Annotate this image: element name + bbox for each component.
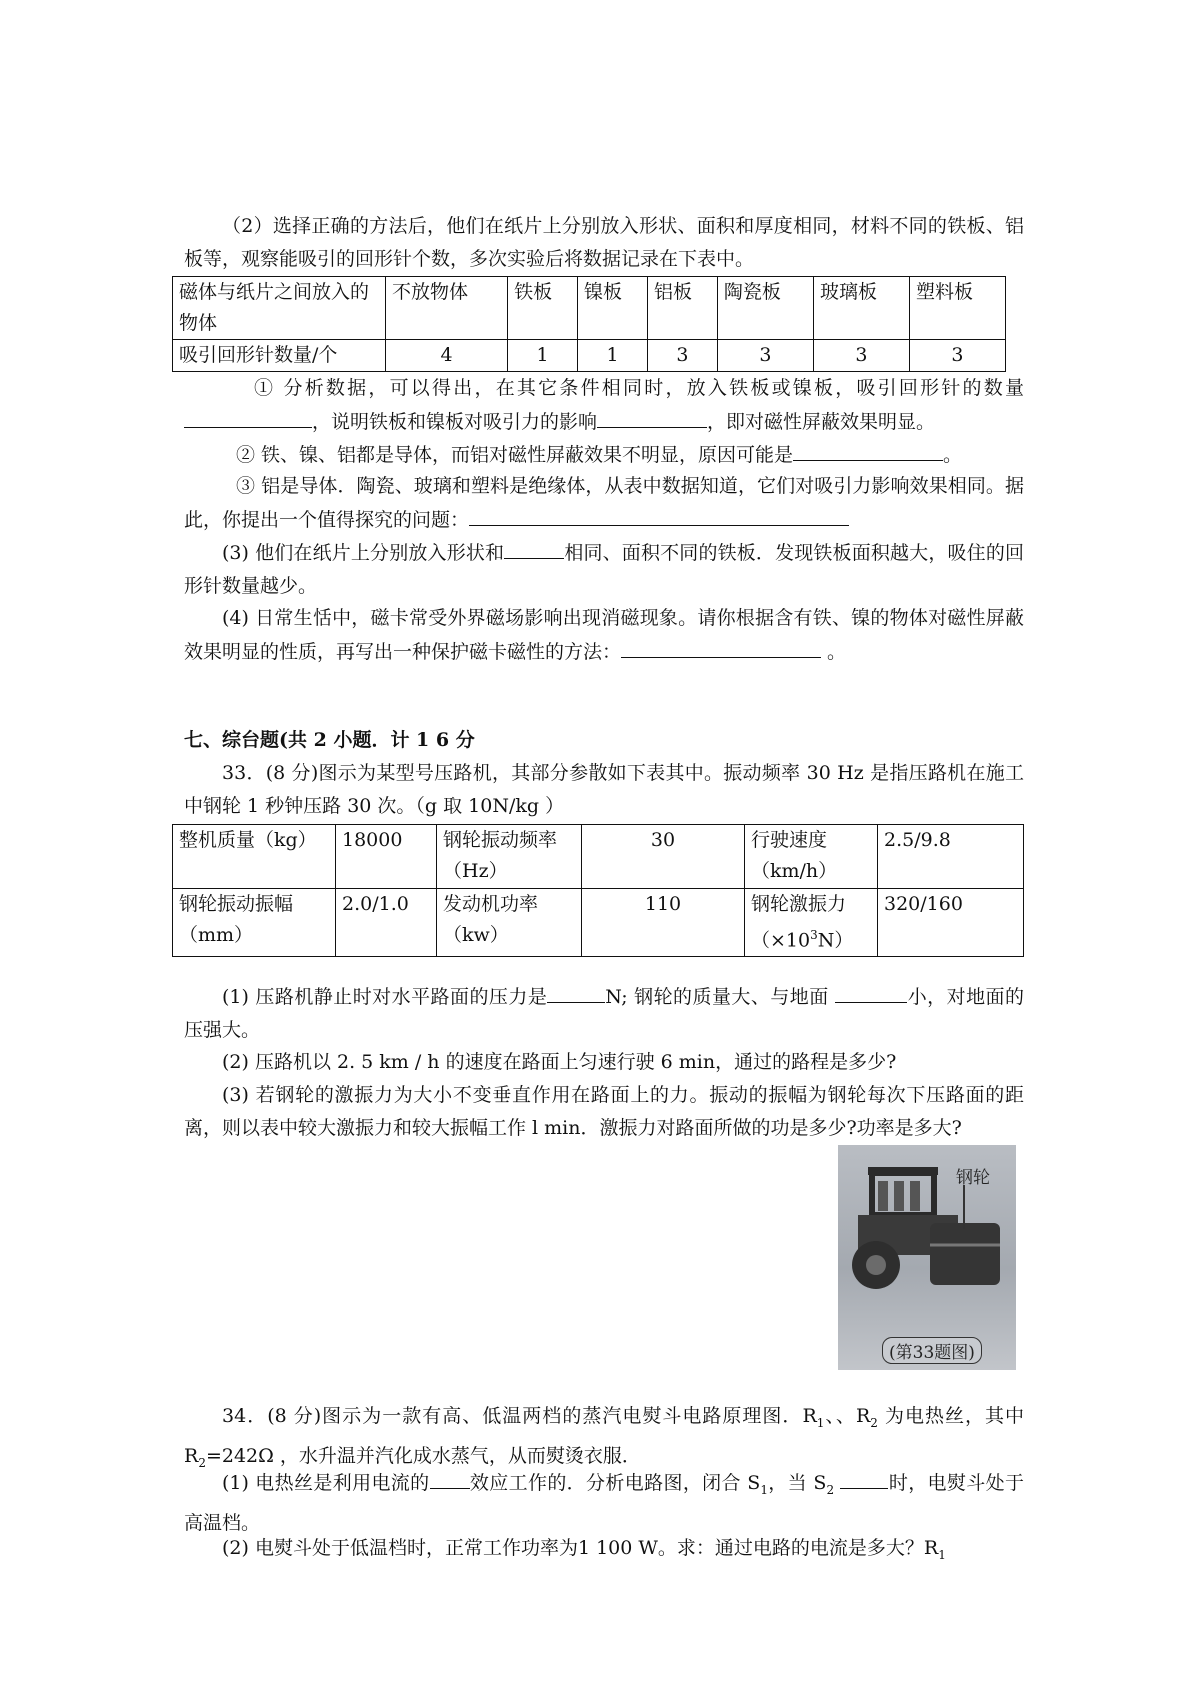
table-cell: 1 [508,340,578,372]
table-header-cell: 玻璃板 [813,277,909,340]
q33-intro: 33．(8 分)图示为某型号压路机，其部分参散如下表其中。振动频率 30 Hz 是指压路机在施工中钢轮 1 秒钟压路 30 次。（g 取 10N/kg ） [184,762,1024,817]
answer-blank[interactable] [504,536,564,559]
table-cell: 320/160 [878,889,1024,957]
table-cell: 2.0/1.0 [336,889,437,957]
table-cell: 3 [647,340,717,372]
photo-wheel-label: 钢轮 [956,1168,990,1188]
table-cell: 1 [578,340,648,372]
answer-blank[interactable] [184,405,312,428]
table-row [173,825,1024,889]
table-cell: 2.5/9.8 [878,825,1024,889]
magnet-table [172,276,1006,372]
table-header-cell: 铝板 [647,277,717,340]
table-header-label: 磁体与纸片之间放入的物体 [173,277,386,340]
answer-blank[interactable] [793,438,943,461]
table-header-cell: 镍板 [578,277,648,340]
section-heading: 七、综台题(共 2 小题．计 1 6 分 [184,729,475,751]
table-cell: 钢轮振动频率（Hz） [437,825,582,889]
q2-subquestion-3: ③ 铝是导体．陶瓷、玻璃和塑料是绝缘体，从表中数据知道，它们对吸引力影响效果相同。据此，你提出一个值得探究的问题： [184,475,1024,531]
answer-blank[interactable] [547,980,605,1003]
q33-part-2: (2) 压路机以 2. 5 km / h 的速度在路面上匀速行驶 6 min，通过的路程是多少? [222,1051,897,1073]
q34-part-1: (1) 电热丝是利用电流的 效应工作的．分析电路图，闭合 $S_1$，当 $S_2$ 时，电熨斗处于高温档。 [184,1466,1024,1540]
table-cell: 3 [909,340,1005,372]
answer-blank[interactable] [835,980,907,1003]
q4-question: (4) 日常生恬中，磁卡常受外界磁场影响出现消磁现象。请你根据含有铁、镍的物体对磁性屏蔽效果明显的性质，再写出一种保护磁卡磁性的方法： 。 [184,607,1024,663]
photo-caption: (第33题图) [882,1337,982,1364]
table-cell: 110 [582,889,745,957]
q2-intro: （2）选择正确的方法后，他们在纸片上分别放入形状、面积和厚度相同，材料不同的铁板、铝板等，观察能吸引的回形针个数，多次实验后将数据记录在下表中。 [184,215,1024,270]
answer-blank[interactable] [840,1466,888,1489]
answer-blank[interactable] [621,635,821,658]
table-header-cell: 塑料板 [909,277,1005,340]
table-cell: 发动机功率（kw） [437,889,582,957]
table-header-cell: 铁板 [508,277,578,340]
q3-question: (3) 他们在纸片上分别放入形状和 相同、面积不同的铁板．发现铁板面积越大，吸住的回形针数量越少。 [184,536,1024,603]
table-row-label: 吸引回形针数量/个 [173,340,386,372]
table-cell: 4 [386,340,508,372]
table-row [173,277,1006,340]
table-cell: 钢轮振动振幅（mm） [173,889,336,957]
table-row [173,889,1024,957]
table-cell: 3 [813,340,909,372]
table-cell: 行驶速度（km/h） [745,825,878,889]
table-cell: 18000 [336,825,437,889]
q2-subquestion-1: ① 分析数据，可以得出，在其它条件相同时，放入铁板或镍板，吸引回形针的数量，说明铁板和镍板对吸引力的影响 ，即对磁性屏蔽效果明显。 [184,372,1024,439]
table-cell: 整机质量（kg） [173,825,336,889]
table-cell: 钢轮激振力 $(\times 10^3N)$ [745,889,878,957]
q34-part-2: (2) 电熨斗处于低温档时，正常工作功率为1 100 W。求：通过电路的电流是多大？$R_1$ [222,1537,946,1562]
q34-intro: 34．(8 分)图示为一款有高、低温两档的蒸汽电熨斗电路原理图．$R_1$、、$R_2$ 为电热丝，其中 $R_2=242\Omega$ ，水升温并汽化成水蒸气，从而熨烫衣服． [184,1405,1025,1470]
table-row [173,340,1006,372]
table-header-cell: 不放物体 [386,277,508,340]
answer-blank[interactable] [469,503,849,526]
q33-part-3: (3) 若钢轮的激振力为大小不变垂直作用在路面上的力。振动的振幅为钢轮每次下压路面的距离，则以表中较大激振力和较大振幅工作 l min．激振力对路面所做的功是多少?功率是多大? [184,1084,1024,1139]
answer-blank[interactable] [430,1466,470,1489]
table-header-cell: 陶瓷板 [717,277,813,340]
q2-subquestion-2: ② 铁、镍、铝都是导体，而铝对磁性屏蔽效果不明显，原因可能是 。 [184,438,1024,472]
roller-spec-table [172,824,1024,957]
q33-part-1: (1) 压路机静止时对水平路面的压力是 N; 钢轮的质量大、与地面 小，对地面的压强大。 [184,980,1024,1047]
answer-blank[interactable] [597,405,707,428]
road-roller-photo [838,1145,1016,1370]
table-cell: 3 [717,340,813,372]
table-cell: 30 [582,825,745,889]
